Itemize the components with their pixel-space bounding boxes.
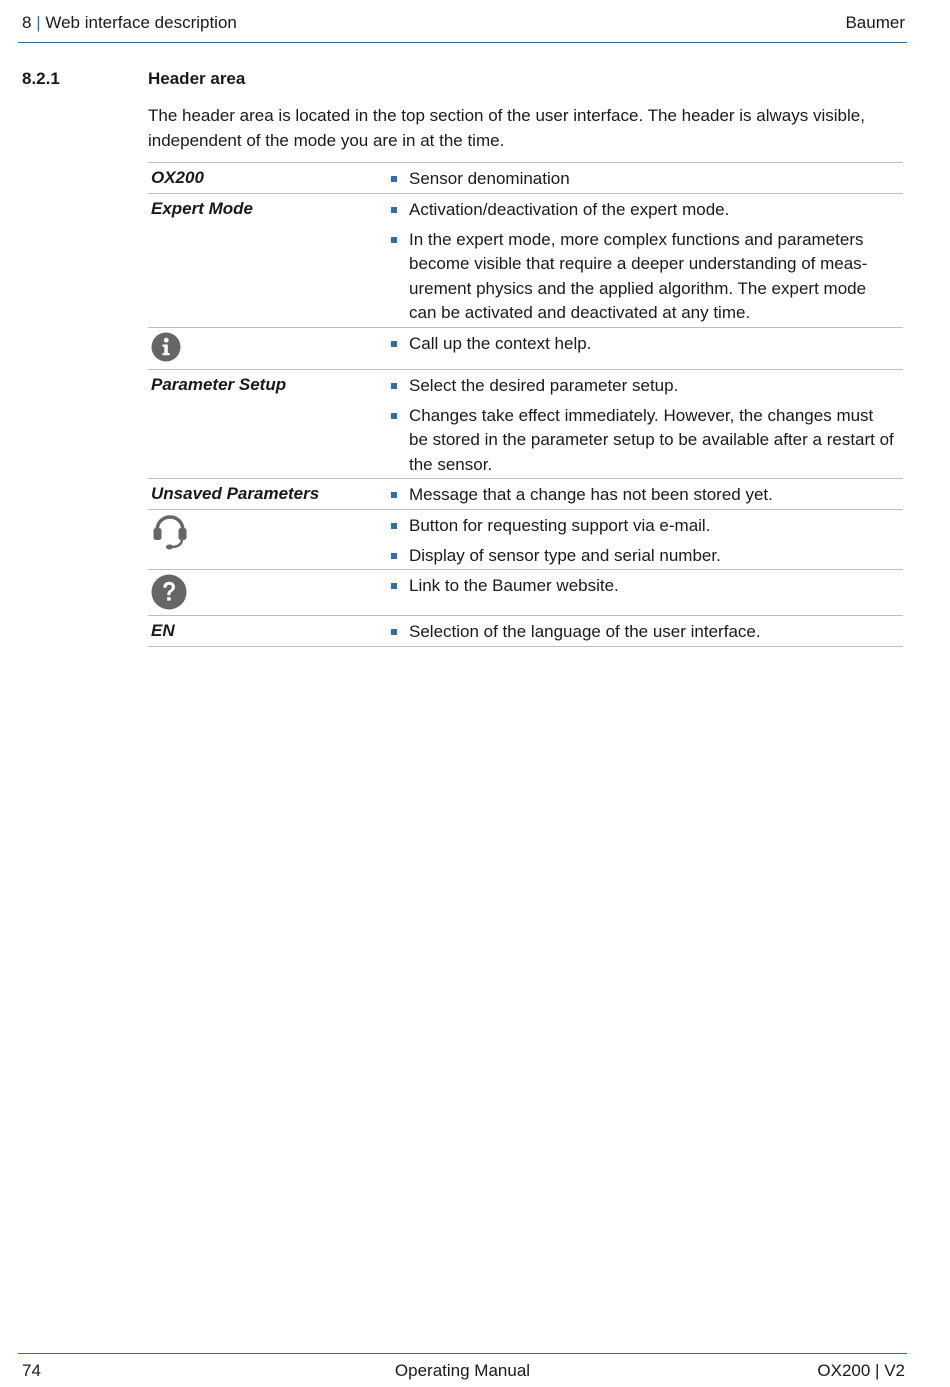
bullet-square-icon [391,383,397,389]
element-description [389,163,903,193]
bullet-item: Display of sensor type and serial number. [389,544,903,569]
element-label: OX200 [151,168,204,187]
page-footer [18,1353,907,1384]
table-row [148,163,903,194]
chapter-title: Web interface description [45,13,237,32]
element-label: Parameter Setup [151,375,287,394]
bullet-item: Link to the Baumer website. [389,574,903,599]
element-label: EN [151,621,175,640]
element-description [389,510,903,569]
element-description [389,370,903,478]
info-icon [151,332,181,362]
element-description [389,479,903,509]
brand-name: Baumer [845,13,905,32]
help-icon [151,574,187,610]
bullet-square-icon [391,629,397,635]
bullet-item: In the expert mode, more complex functions and parameters become visible that require a deeper understanding of meas-urement physics and the applied algorithm. The expert mode can be activated and deactivated at any time. [389,228,903,326]
page-number: 74 [22,1361,41,1380]
element-description [389,328,903,369]
section-title: Header area [148,69,246,88]
headset-icon [151,513,189,551]
element-description [389,570,903,615]
bullet-square-icon [391,583,397,589]
bullet-item: Call up the context help. [389,332,903,357]
bullet-square-icon [391,341,397,347]
table-row [148,194,903,328]
table-row [148,510,903,570]
element-label: Unsaved Parameters [151,484,320,503]
element-description [389,194,903,327]
element-description [389,616,903,646]
chapter-heading [22,13,237,33]
bullet-square-icon [391,237,397,243]
bullet-square-icon [391,523,397,529]
bullet-square-icon [391,413,397,419]
document-id: OX200 | V2 [817,1361,905,1380]
header-elements-table [148,162,903,647]
table-row [148,479,903,510]
bullet-item: Changes take effect immediately. However, the changes must be stored in the parameter setup to be available after a restart of the sensor. [389,404,903,478]
element-label: Expert Mode [151,199,254,218]
table-row [148,570,903,616]
bullet-item: Button for requesting support via e-mail. [389,514,903,539]
bullet-item: Message that a change has not been stored yet. [389,483,903,508]
section-intro: The header area is located in the top section of the user interface. The header is always visible, independent of the mode you are in at the time. [148,106,865,150]
bullet-square-icon [391,207,397,213]
section-number: 8.2.1 [22,69,60,88]
bullet-item: Select the desired parameter setup. [389,374,903,399]
bullet-item: Selection of the language of the user interface. [389,620,903,645]
chapter-number: 8 [22,13,32,32]
table-row [148,370,903,479]
table-row [148,616,903,647]
bullet-item: Sensor denomination [389,167,903,192]
bullet-item: Activation/deactivation of the expert mode. [389,198,903,223]
table-row [148,328,903,370]
bullet-square-icon [391,553,397,559]
header-separator: | [36,13,41,32]
bullet-square-icon [391,492,397,498]
bullet-square-icon [391,176,397,182]
page-header [18,12,907,43]
document-type: Operating Manual [394,1361,531,1380]
